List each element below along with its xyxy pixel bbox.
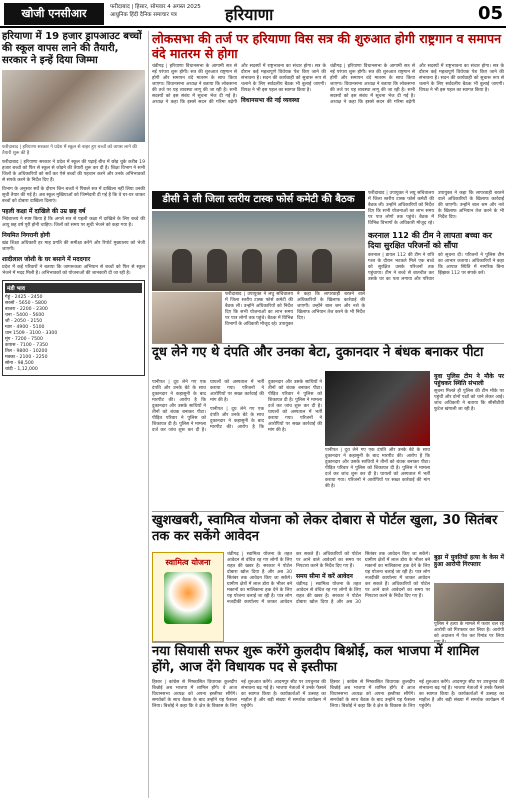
swamitva-side-head-block	[434, 552, 504, 582]
crime-text-2: पानीपत | दूध लेने गए एक दंपति और उनके बेटे के साथ दुकानदार ने कहासुनी के बाद मारपीट की। आरोप है कि दुकानदार और उसके साथियों ने तीनों को बंधक बनाकर पीटा। पीड़ित परिवार ने पुलिस को शिकायत दी है। पुलिस ने मामला दर्ज कर जांच शुरू कर दी है। घायलों को अस्पताल में भर्ती कराया गया। परिजनों ने आरोपियों पर सख्त कार्रवाई की मांग की है।	[325, 448, 430, 489]
mandi-rates-title: मंडी भाव	[5, 283, 142, 293]
swamitva-side-text: पुलिस ने हत्या के मामले में फरार चल रहे आरोपी को गिरफ्तार कर लिया है। आरोपी को अदालत में पेश कर रिमांड पर लिया	[434, 622, 504, 639]
left-body-3: निदेशालय ने स्पष्ट किया है कि अगले सत्र से पहली कक्षा में दाखिले के लिए बच्चे की आयु छह वर्ष पूरी होनी चाहिए। जिलों को समय पर सूची भेजने को कहा गया है।	[2, 217, 145, 228]
swamitva-text-repeat: चंडीगढ़ | स्वामित्व योजना के तहत आवेदन से वंचित रह गए लोगों के लिए राहत की खबर है। सरकार ने पोर्टल दोबारा खोल दिया है और अब 30 सितंबर तक आवेदन किए जा सकेंगे। ग्रामीण क्षेत्रों में लाल डोरा के भीतर बने मकानों का मालिकाना हक देने के लिए यह योजना चलाई जा रही है। पात्र लोग नजदीकी कार्यालय में जाकर आवेदन कर सकते हैं। अधिकारियों को पोर्टल पर आने वाले आवेदनों का समय पर निपटारा करने के निर्देश दिए गए हैं।	[296, 552, 430, 605]
meeting-body-right	[368, 191, 504, 229]
crime-side-headline: युवा पुलिस टीम ने मौके पर पहुंचकर स्थिति संभाली	[434, 373, 504, 387]
left-body-4: खंड शिक्षा अधिकारी हर माह प्रगति की समीक्षा करेंगे और रिपोर्ट मुख्यालय को भेजी जाएगी।	[2, 241, 145, 252]
left-headline: हरियाणा में 19 हजार ड्रापआउट बच्चों की स्कूल वापस लाने की तैयारी, सरकार ने इन्हें दिया जिम्मा	[2, 31, 142, 66]
swamitva-headline: खुशखबरी, स्वामित्व योजना को लेकर दोबारा से पोर्टल खुला, 30 सितंबर तक कर सकेंगे आवेदन	[152, 513, 498, 544]
divider-1	[152, 343, 504, 344]
students-photo	[2, 70, 145, 142]
politics-headline: नया सियासी सफर शुरू करेंगे कुलदीप बिश्नोई, कल भाजपा में शामिल होंगे, आज देंगे विधायक पद से इस्तीफा	[152, 644, 480, 675]
photo-caption: फरीदाबाद | हरियाणा सरकार ने प्रदेश में स्कूल से बाहर हुए बच्चों को वापस लाने की तैयारी शुरू की है	[2, 145, 137, 156]
mandi-rates-box	[2, 280, 145, 376]
crime-body-under-photo	[325, 448, 430, 508]
divider-2	[152, 511, 504, 512]
left-body-1: फरीदाबाद | हरियाणा सरकार ने प्रदेश में स्कूल की पढ़ाई बीच में छोड़ चुके करीब 19 हजार बच्चों को फिर से स्कूल से जोड़ने की तैयारी शुरू कर दी है। शिक्षा विभाग ने सभी जिलों के अधिकारियों को सर्वे कर ऐसे बच्चों की पहचान करने और उनके अभिभावकों से संपर्क करने के निर्देश दिए हैं।	[2, 160, 145, 183]
politics-body	[152, 680, 504, 797]
swamitva-side-headline: बुढ़ा में युवतियों हत्या के केस में हुआ आरोपी गिरफ्तार	[434, 554, 504, 568]
meeting-headline: डीसी ने ली जिला स्तरीय टास्क फोर्स कमेटी की बैठक	[152, 191, 365, 209]
swamitva-scheme-box	[152, 552, 224, 642]
mandi-rate-row: ग्वार - 4900 - 5100	[5, 325, 45, 330]
mandi-rate-row: चना - 5400 - 5600	[5, 313, 45, 318]
meeting-text: फरीदाबाद | उपायुक्त ने लघु सचिवालय में जिला स्तरीय टास्क फोर्स कमेटी की बैठक ली। उन्होंने अधिकारियों को निर्देश दिए कि सभी योजनाओं का लाभ समय पर पात्र लोगों तक पहुंचे। बैठक में विभिन्न विभागों के अधिकारी मौजूद रहे। उपायुक्त ने कहा कि लापरवाही बरतने वाले अधिकारियों के खिलाफ कार्रवाई की जाएगी। उन्होंने बाल श्रम और नशे के खिलाफ अभियान तेज करने के भी निर्देश दिए।	[368, 191, 504, 226]
mandi-rate-row: सरसों - 5650 - 5800	[5, 301, 47, 306]
left-body	[2, 160, 145, 277]
side-story-text: करनाल | डायल 112 की टीम ने रात्रि गश्त के दौरान भटकते मिले एक बच्चे को सुरक्षित उसके परिजनों तक पहुंचाया। टीम ने बच्चे से बातचीत कर उसके घर का पता लगाया और परिवार को सूचना दी। परिजनों ने पुलिस टीम का आभार जताया। अधिकारियों ने कहा कि आपात स्थिति में नागरिक बिना झिझक 112 पर संपर्क करें।	[368, 253, 504, 282]
left-body-2: विभाग के अनुसार सर्वे के दौरान जिन बच्चों ने पिछले सत्र में दाखिला नहीं लिया उनकी सूची तैयार की गई है। अब स्कूल मुखियाओं को जिम्मेदारी दी गई है कि वे घर-घर जाकर बच्चों को दोबारा दाखिला दिलाएं।	[2, 187, 145, 204]
mandi-rate-row: तिल - 9800 - 10200	[5, 349, 48, 354]
mandi-rate-row: चांदी - 1,12,000	[5, 367, 38, 372]
crime-headline: दूध लेने गए थे दंपति और उनका बेटा, दुकानदार ने बंधक बनाकर पीटा	[152, 345, 484, 360]
mandi-rates-list	[5, 295, 142, 373]
politics-text-repeat: हिसार | कांग्रेस से निष्कासित विधायक कुलदीप बिश्नोई अब भाजपा में शामिल होंगे। वे आज विधानसभा अध्यक्ष को अपना इस्तीफा सौंपेंगे। समर्थकों के साथ बैठक के बाद उन्होंने यह फैसला लिया। बिश्नोई ने कहा कि वे क्षेत्र के विकास के लिए नई शुरुआत करेंगे। आदमपुर सीट पर उपचुनाव की संभावना बढ़ गई है। भाजपा नेताओं ने उनके फैसले का स्वागत किया है। कार्यकर्ताओं में उत्साह का माहौल है और बड़ी संख्या में समर्थक कार्यक्रम में पहुंचेंगे।	[330, 680, 504, 709]
divider-3	[152, 642, 504, 643]
crime-text: पानीपत | दूध लेने गए एक दंपति और उनके बेटे के साथ दुकानदार ने कहासुनी के बाद मारपीट की। आरोप है कि दुकानदार और उसके साथियों ने तीनों को बंधक बनाकर पीटा। पीड़ित परिवार ने पुलिस को शिकायत दी है। पुलिस ने मामला दर्ज कर जांच शुरू कर दी है। घायलों को अस्पताल में भर्ती कराया गया। परिजनों ने आरोपियों पर सख्त कार्रवाई की मांग की है।	[152, 380, 264, 433]
crime-photo	[325, 371, 430, 446]
politics-text: हिसार | कांग्रेस से निष्कासित विधायक कुलदीप बिश्नोई अब भाजपा में शामिल होंगे। वे आज विधानसभा अध्यक्ष को अपना इस्तीफा सौंपेंगे। समर्थकों के साथ बैठक के बाद उन्होंने यह फैसला लिया। बिश्नोई ने कहा कि वे क्षेत्र के विकास के लिए नई शुरुआत करेंगे। आदमपुर सीट पर उपचुनाव की संभावना बढ़ गई है। भाजपा नेताओं ने उनके फैसले का स्वागत किया है। कार्यकर्ताओं में उत्साह का माहौल है और बड़ी संख्या में समर्थक कार्यक्रम में पहुंचेंगे।	[152, 680, 326, 709]
section-title: हरियाणा	[225, 5, 274, 24]
swamitva-text: चंडीगढ़ | स्वामित्व योजना के तहत आवेदन से वंचित रह गए लोगों के लिए राहत की खबर है। सरकार ने पोर्टल दोबारा खोल दिया है और अब 30 सितंबर तक आवेदन किए जा सकेंगे। ग्रामीण क्षेत्रों में लाल डोरा के भीतर बने मकानों का मालिकाना हक देने के लिए यह योजना चलाई जा रही है। पात्र लोग नजदीकी कार्यालय में जाकर आवेदन कर सकते हैं। अधिकारियों को पोर्टल पर आने वाले आवेदनों का समय पर निपटारा करने के निर्देश दिए गए हैं।	[227, 552, 361, 605]
mandi-rate-row: मक्का - 2100 - 2250	[5, 355, 48, 360]
swamitva-scheme-art	[164, 572, 212, 624]
accused-photo	[434, 583, 504, 621]
mandi-rate-row: मूंग - 7200 - 7500	[5, 337, 43, 342]
masthead-tagline: आधुनिक हिंदी दैनिक समाचार पत्र	[110, 12, 177, 18]
crime-body	[152, 380, 322, 508]
masthead-meta	[110, 3, 220, 19]
masthead-date: फरीदाबाद | हिसार, सोमवार 4 अगस्त 2025	[110, 4, 201, 10]
mandi-rate-row: कपास - 7100 - 7350	[5, 343, 48, 348]
crime-text-repeat: पानीपत | दूध लेने गए एक दंपति और उनके बेटे के साथ दुकानदार ने कहासुनी के बाद मारपीट की। आरोप है कि दुकानदार और उसके साथियों ने तीनों को बंधक बनाकर पीटा। पीड़ित परिवार ने पुलिस को शिकायत दी है। पुलिस ने मामला दर्ज कर जांच शुरू कर दी है। घायलों को अस्पताल में भर्ती कराया गया। परिजनों ने आरोपियों पर सख्त कार्रवाई की मांग की है।	[210, 380, 322, 433]
top-story-text: चंडीगढ़ | हरियाणा विधानसभा के आगामी सत्र से नई परंपरा शुरू होगी। सत्र की शुरुआत राष्ट्रगान से होगी और समापन वंदे मातरम के साथ किया जाएगा। विधानसभा अध्यक्ष ने बताया कि लोकसभा की तर्ज पर यह व्यवस्था लागू की जा रही है। सभी सदस्यों को इस संबंध में सूचना भेज दी गई है। अध्यक्ष ने कहा कि इससे सदन की गरिमा बढ़ेगी और सदस्यों में राष्ट्रभावना का संचार होगा। सत्र के दौरान कई महत्वपूर्ण विधेयक पेश किए जाने की संभावना है। सदन की कार्यवाही को सुचारू रूप से चलाने के लिए सर्वदलीय बैठक भी बुलाई जाएगी। विपक्ष ने भी इस पहल का स्वागत किया है।	[152, 64, 326, 105]
top-headline: लोकसभा की तर्ज पर हरियाणा विस सत्र की शुरुआत होगी राष्ट्रगान व समापन वंदे मातरम से होगा	[152, 31, 502, 61]
swamitva-side-body	[434, 622, 504, 642]
mandi-rate-row: गेहूं - 2425 - 2450	[5, 295, 43, 300]
left-subhead-2: नियमित निगरानी होगी	[2, 232, 50, 239]
mandi-rate-row: धान 1509 - 3100 - 3300	[5, 331, 58, 336]
top-story-body	[152, 64, 504, 188]
mandi-rate-row: जौ - 2050 - 2150	[5, 319, 43, 324]
left-subhead-1: पहली कक्षा में दाखिले की उम्र छह वर्ष	[2, 208, 86, 215]
crime-side-text: सूचना मिलते ही पुलिस की टीम मौके पर पहुंची और दोनों पक्षों को थाने लेकर आई। जांच अधिकारी ने बताया कि सीसीटीवी फुटेज खंगाली जा रही है।	[434, 389, 504, 412]
left-column	[2, 31, 149, 798]
mandi-rate-row: बाजरा - 2200 - 2300	[5, 307, 48, 312]
meeting-text-2: फरीदाबाद | उपायुक्त ने लघु सचिवालय में जिला स्तरीय टास्क फोर्स कमेटी की बैठक ली। उन्होंने अधिकारियों को निर्देश दिए कि सभी योजनाओं का लाभ समय पर पात्र लोगों तक पहुंचे। बैठक में विभिन्न विभागों के अधिकारी मौजूद रहे। उपायुक्त ने कहा कि लापरवाही बरतने वाले अधिकारियों के खिलाफ कार्रवाई की जाएगी। उन्होंने बाल श्रम और नशे के खिलाफ अभियान तेज करने के भी निर्देश दिए।	[225, 292, 365, 327]
official-photo	[152, 292, 222, 344]
masthead	[0, 0, 506, 28]
left-body-5: प्रदेश में कई परिवारों ने बताया कि जागरूकता अभियान से बच्चों को फिर से स्कूल भेजने में मदद मिली है। अभिभावकों को योजनाओं की जानकारी दी जा रही है।	[2, 265, 145, 276]
meeting-body-bottom	[225, 292, 365, 344]
left-subhead-3: शादीलाल जोशी के घर बसाने में मददगार	[2, 256, 91, 263]
brand-logo: खोजी एनसीआर	[4, 3, 104, 25]
side-story-body	[368, 253, 504, 343]
mandi-rate-row: सोना - 98,500	[5, 361, 34, 366]
meeting-photo	[152, 211, 365, 291]
side-story-headline: करनाल 112 की टीम ने लापता बच्चा कर दिया सुरक्षित परिजनों को सौंपा	[368, 231, 492, 250]
swamitva-scheme-label: स्वामित्व योजना	[165, 558, 211, 567]
page-number: 05	[477, 3, 503, 24]
crime-side	[434, 371, 504, 508]
top-story-text-repeat: चंडीगढ़ | हरियाणा विधानसभा के आगामी सत्र से नई परंपरा शुरू होगी। सत्र की शुरुआत राष्ट्रगान से होगी और समापन वंदे मातरम के साथ किया जाएगा। विधानसभा अध्यक्ष ने बताया कि लोकसभा की तर्ज पर यह व्यवस्था लागू की जा रही है। सभी सदस्यों को इस संबंध में सूचना भेज दी गई है। अध्यक्ष ने कहा कि इससे सदन की गरिमा बढ़ेगी और सदस्यों में राष्ट्रभावना का संचार होगा। सत्र के दौरान कई महत्वपूर्ण विधेयक पेश किए जाने की संभावना है। सदन की कार्यवाही को सुचारू रूप से चलाने के लिए सर्वदलीय बैठक भी बुलाई जाएगी। विपक्ष ने भी इस पहल का स्वागत किया है।	[330, 64, 504, 105]
swamitva-body	[227, 552, 430, 642]
swamitva-subhead: समय सीमा में करें आवेदन	[296, 573, 353, 580]
top-story-subhead: विधानसभा की नई व्यवस्था	[241, 97, 300, 104]
